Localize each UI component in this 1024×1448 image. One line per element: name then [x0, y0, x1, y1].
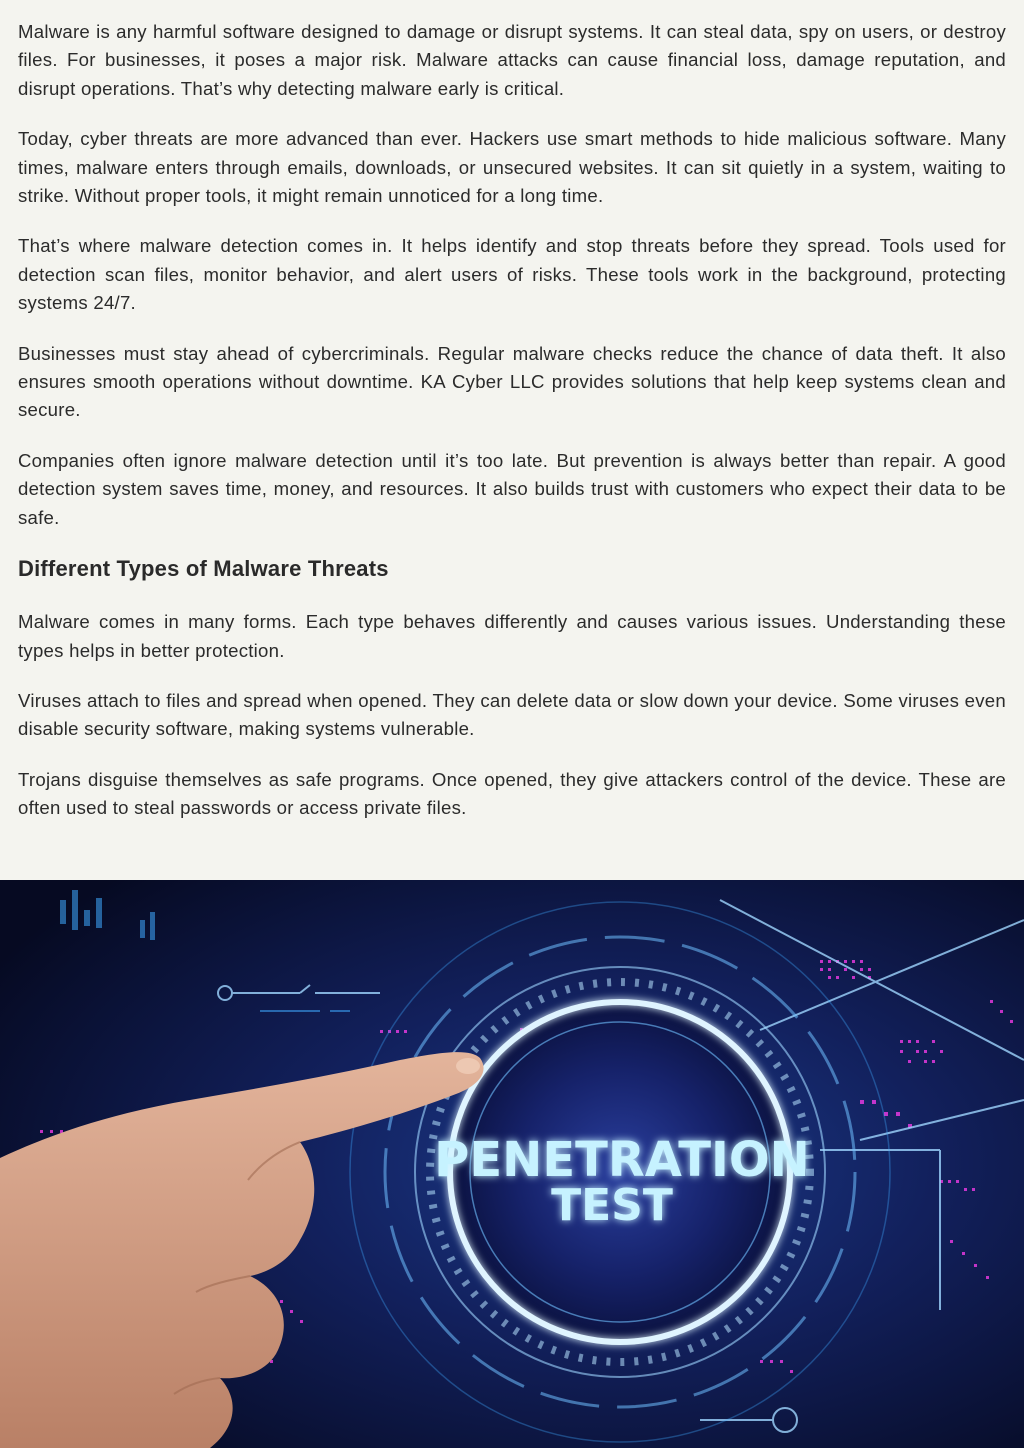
paragraph-malware-detection: That’s where malware detection comes in. It helps identify and stop threats before they spread. Tools used for detection scan files, monitor behavior, and alert users of risks. These tools work in the background, protecting systems 24/7. — [18, 235, 1006, 314]
paragraph-cyber-threats: Today, cyber threats are more advanced than ever. Hackers use smart methods to hide malicious software. Many times, malware enters through emails, downloads, or unsecured websites. It can sit quietly in a system, waiting to strike. Without proper tools, it might remain unnoticed for a long time. — [18, 128, 1006, 207]
penetration-test-illustration — [0, 880, 1024, 1448]
article — [18, 18, 1006, 845]
hero-image — [0, 880, 1024, 1448]
paragraph-malware-forms: Malware comes in many forms. Each type behaves differently and causes various issues. Understanding these types helps in better protection. — [18, 611, 1006, 661]
paragraph-businesses: Businesses must stay ahead of cybercriminals. Regular malware checks reduce the chance of data theft. It also ensures smooth operations without downtime. KA Cyber LLC provides solutions that help keep systems clean and secure. — [18, 342, 1006, 421]
paragraph-viruses: Viruses attach to files and spread when opened. They can delete data or slow down your device. Some viruses even disable security software, making systems vulnerable. — [18, 689, 1006, 740]
paragraph-prevention: Companies often ignore malware detection until it’s too late. But prevention is always better than repair. A good detection system saves time, money, and resources. It also builds trust with customers who expect their data to be safe. — [18, 449, 1006, 528]
penetration-label: PENETRATION — [434, 1132, 810, 1188]
paragraph-malware-definition: Malware is any harmful software designed to damage or disrupt systems. It can steal data, spy on users, or destroy files. For businesses, it poses a major risk. Malware attacks can cause financial loss, damage reputation, and disrupt operations. That’s why detecting malware early is critical. — [18, 21, 1006, 99]
paragraph-trojans: Trojans disguise themselves as safe programs. Once opened, they give attackers control of the device. These are often used to steal passwords or access private files. — [18, 768, 1006, 819]
section-heading: Different Types of Malware Threats — [18, 556, 389, 582]
test-label: TEST — [551, 1180, 673, 1231]
